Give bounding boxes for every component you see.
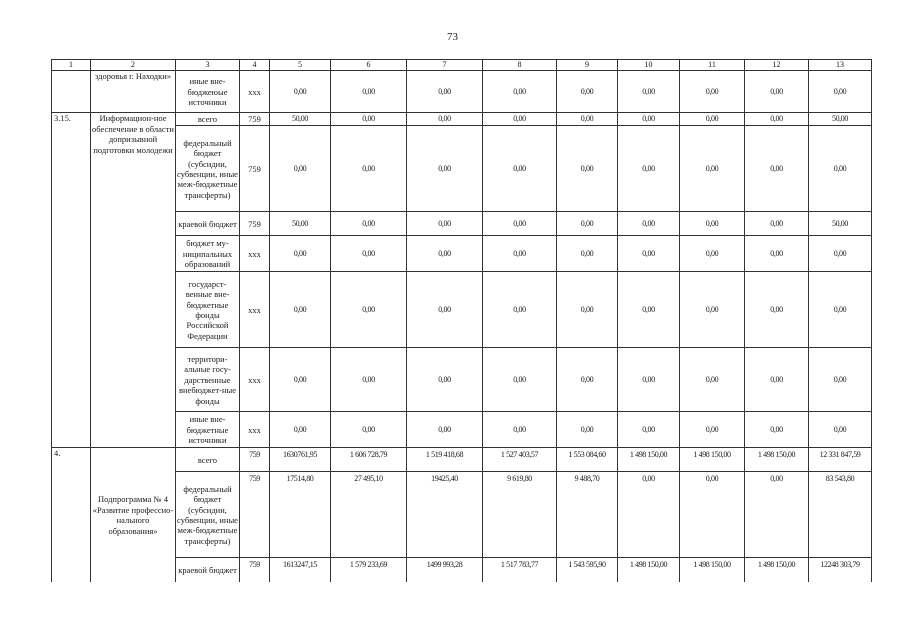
amount-cell: 1 553 084,60 — [557, 448, 618, 472]
amount-cell: 1 579 233,69 — [331, 558, 407, 582]
amount-cell: 0,00 — [483, 348, 557, 412]
page-number: 73 — [447, 31, 458, 43]
amount-cell: 0,00 — [331, 348, 407, 412]
amount-cell: 0,00 — [809, 236, 872, 272]
amount-cell: 0,00 — [557, 412, 618, 448]
program-title: Подпрограмма № 4 «Развитие профессио-нального образования» — [91, 448, 176, 582]
amount-cell: 50,00 — [270, 113, 331, 126]
amount-cell: 0,00 — [680, 236, 745, 272]
amount-cell: 0,00 — [483, 412, 557, 448]
amount-cell: 1 517 783,77 — [483, 558, 557, 582]
budget-code: xxx — [240, 236, 270, 272]
amount-cell: 1630761,95 — [270, 448, 331, 472]
budget-code: 759 — [240, 212, 270, 236]
column-header: 9 — [557, 60, 618, 71]
amount-cell: 0,00 — [407, 412, 483, 448]
budget-code: 759 — [240, 472, 270, 558]
amount-cell: 0,00 — [745, 272, 809, 348]
amount-cell: 0,00 — [483, 126, 557, 212]
column-header: 5 — [270, 60, 331, 71]
amount-cell: 0,00 — [680, 472, 745, 558]
amount-cell: 19425,40 — [407, 472, 483, 558]
row-number — [52, 71, 91, 113]
amount-cell: 0,00 — [745, 412, 809, 448]
funding-source: федеральный бюджет (субсидии, субвенции, иные меж-бюджетные трансферты) — [176, 126, 240, 212]
amount-cell: 12 331 847,59 — [809, 448, 872, 472]
amount-cell: 1 498 150,00 — [618, 448, 680, 472]
funding-source: бюджет му-ниципальных образований — [176, 236, 240, 272]
amount-cell: 0,00 — [270, 348, 331, 412]
amount-cell: 0,00 — [809, 272, 872, 348]
amount-cell: 0,00 — [680, 272, 745, 348]
amount-cell: 0,00 — [745, 348, 809, 412]
amount-cell: 0,00 — [618, 272, 680, 348]
amount-cell: 0,00 — [270, 126, 331, 212]
amount-cell: 50,00 — [809, 212, 872, 236]
amount-cell: 1 527 403,57 — [483, 448, 557, 472]
amount-cell: 1 498 150,00 — [618, 558, 680, 582]
amount-cell: 0,00 — [618, 236, 680, 272]
column-header: 7 — [407, 60, 483, 71]
amount-cell: 1613247,15 — [270, 558, 331, 582]
funding-source: краевой бюджет — [176, 212, 240, 236]
column-header: 6 — [331, 60, 407, 71]
budget-table — [51, 59, 872, 582]
funding-source: иные вне-бюджетные источники — [176, 412, 240, 448]
amount-cell: 1 519 418,68 — [407, 448, 483, 472]
budget-code: xxx — [240, 272, 270, 348]
amount-cell: 0,00 — [680, 212, 745, 236]
table-row — [52, 71, 872, 113]
amount-cell: 0,00 — [618, 212, 680, 236]
amount-cell: 0,00 — [407, 272, 483, 348]
funding-source: краевой бюджет — [176, 558, 240, 582]
amount-cell: 0,00 — [809, 348, 872, 412]
funding-source: государст-венные вне-бюджетные фонды Российской Федерации — [176, 272, 240, 348]
funding-source: иные вне-бюджеюые источники — [176, 71, 240, 113]
amount-cell: 1 498 150,00 — [745, 558, 809, 582]
table-row — [52, 448, 872, 472]
budget-code: 759 — [240, 126, 270, 212]
amount-cell: 0,00 — [331, 212, 407, 236]
amount-cell: 0,00 — [618, 348, 680, 412]
budget-code: xxx — [240, 71, 270, 113]
amount-cell: 12248 303,79 — [809, 558, 872, 582]
amount-cell: 0,00 — [407, 212, 483, 236]
amount-cell: 0,00 — [745, 71, 809, 113]
funding-source: территори-альные госу-дарственные внебюджет-ные фонды — [176, 348, 240, 412]
amount-cell: 0,00 — [680, 412, 745, 448]
amount-cell: 0,00 — [557, 272, 618, 348]
amount-cell: 1 498 150,00 — [680, 448, 745, 472]
column-header: 13 — [809, 60, 872, 71]
amount-cell: 0,00 — [557, 126, 618, 212]
program-title: здоровья г. Находки» — [91, 71, 176, 113]
row-number: 4. — [52, 448, 91, 582]
amount-cell: 0,00 — [809, 126, 872, 212]
funding-source: федеральный бюджет (субсидии, субвенции, иные меж-бюджетные трансферты) — [176, 472, 240, 558]
amount-cell: 0,00 — [407, 71, 483, 113]
amount-cell: 1 606 728,79 — [331, 448, 407, 472]
amount-cell: 0,00 — [483, 212, 557, 236]
amount-cell: 0,00 — [745, 126, 809, 212]
amount-cell: 0,00 — [680, 113, 745, 126]
column-header: 3 — [176, 60, 240, 71]
amount-cell: 0,00 — [270, 236, 331, 272]
amount-cell: 0,00 — [618, 113, 680, 126]
amount-cell: 0,00 — [331, 126, 407, 212]
amount-cell: 1499 993,28 — [407, 558, 483, 582]
amount-cell: 0,00 — [618, 71, 680, 113]
amount-cell: 17514,80 — [270, 472, 331, 558]
amount-cell: 27 495,10 — [331, 472, 407, 558]
column-header-row — [52, 60, 872, 71]
amount-cell: 0,00 — [270, 71, 331, 113]
amount-cell: 9 488,70 — [557, 472, 618, 558]
amount-cell: 0,00 — [557, 236, 618, 272]
amount-cell: 83 543,80 — [809, 472, 872, 558]
amount-cell: 1 498 150,00 — [745, 448, 809, 472]
amount-cell: 0,00 — [557, 71, 618, 113]
amount-cell: 50,00 — [809, 113, 872, 126]
amount-cell: 0,00 — [809, 71, 872, 113]
amount-cell: 0,00 — [680, 348, 745, 412]
amount-cell: 0,00 — [809, 412, 872, 448]
amount-cell: 0,00 — [331, 113, 407, 126]
budget-code: 759 — [240, 113, 270, 126]
budget-code: xxx — [240, 412, 270, 448]
amount-cell: 0,00 — [407, 236, 483, 272]
budget-code: 759 — [240, 558, 270, 582]
amount-cell: 0,00 — [483, 272, 557, 348]
funding-source: всего — [176, 448, 240, 472]
amount-cell: 0,00 — [557, 348, 618, 412]
amount-cell: 50,00 — [270, 212, 331, 236]
amount-cell: 0,00 — [557, 113, 618, 126]
amount-cell: 0,00 — [618, 412, 680, 448]
amount-cell: 0,00 — [331, 236, 407, 272]
budget-code: 759 — [240, 448, 270, 472]
amount-cell: 0,00 — [745, 113, 809, 126]
column-header: 1 — [52, 60, 91, 71]
amount-cell: 0,00 — [618, 126, 680, 212]
amount-cell: 0,00 — [745, 472, 809, 558]
column-header: 8 — [483, 60, 557, 71]
amount-cell: 9 619,80 — [483, 472, 557, 558]
column-header: 12 — [745, 60, 809, 71]
amount-cell: 0,00 — [483, 71, 557, 113]
table-row — [52, 113, 872, 126]
amount-cell: 0,00 — [407, 113, 483, 126]
amount-cell: 0,00 — [407, 126, 483, 212]
column-header: 2 — [91, 60, 176, 71]
column-header: 10 — [618, 60, 680, 71]
budget-code: xxx — [240, 348, 270, 412]
row-number: 3.15. — [52, 113, 91, 448]
amount-cell: 0,00 — [557, 212, 618, 236]
amount-cell: 0,00 — [331, 412, 407, 448]
amount-cell: 0,00 — [483, 113, 557, 126]
program-title: Информацион-ное обеспечение в области допризывной подготовки молодежи — [91, 113, 176, 448]
amount-cell: 0,00 — [618, 472, 680, 558]
amount-cell: 0,00 — [483, 236, 557, 272]
amount-cell: 0,00 — [680, 126, 745, 212]
column-header: 11 — [680, 60, 745, 71]
amount-cell: 1 543 595,90 — [557, 558, 618, 582]
amount-cell: 0,00 — [680, 71, 745, 113]
amount-cell: 1 498 150,00 — [680, 558, 745, 582]
amount-cell: 0,00 — [270, 272, 331, 348]
column-header: 4 — [240, 60, 270, 71]
amount-cell: 0,00 — [331, 71, 407, 113]
amount-cell: 0,00 — [745, 212, 809, 236]
funding-source: всего — [176, 113, 240, 126]
amount-cell: 0,00 — [407, 348, 483, 412]
amount-cell: 0,00 — [270, 412, 331, 448]
amount-cell: 0,00 — [331, 272, 407, 348]
amount-cell: 0,00 — [745, 236, 809, 272]
